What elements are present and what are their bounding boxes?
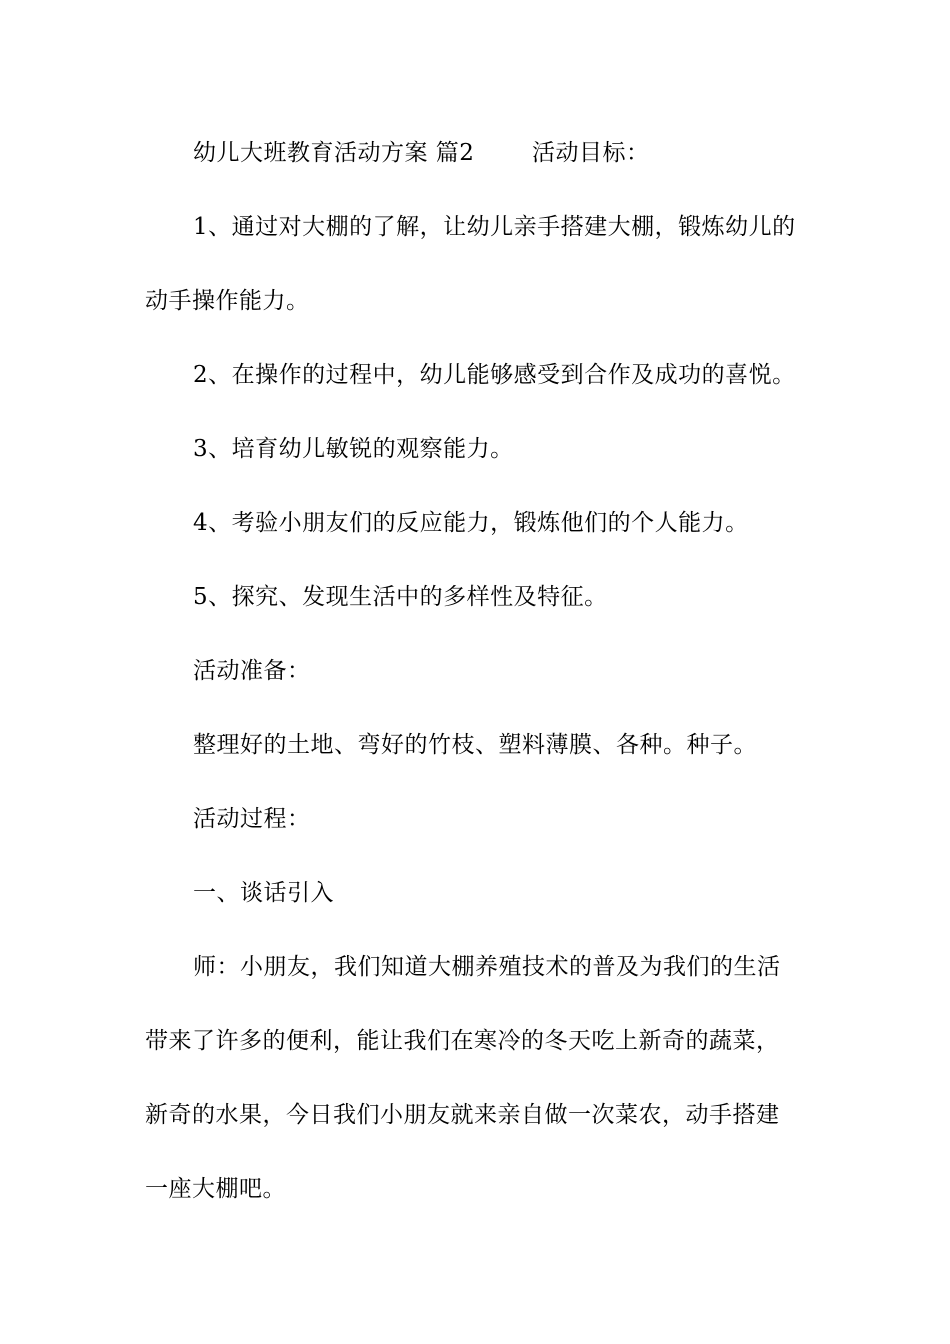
goal-item-1: 1、通过对大棚的了解，让幼儿亲手搭建大棚，锻炼幼儿的 (193, 214, 796, 240)
paragraph-line: 带来了许多的便利，能让我们在寒冷的冬天吃上新奇的蔬菜， (145, 1028, 780, 1054)
process-heading: 活动过程： (193, 806, 311, 832)
goal-item-5: 5、探究、发现生活中的多样性及特征。 (193, 584, 608, 610)
section-heading: 一、谈话引入 (193, 880, 334, 906)
document-title: 幼儿大班教育活动方案 篇2 (193, 140, 475, 166)
goal-heading: 活动目标： (532, 140, 650, 166)
prep-text: 整理好的土地、弯好的竹枝、塑料薄膜、各种。种子。 (193, 732, 757, 758)
paragraph-line: 师：小朋友，我们知道大棚养殖技术的普及为我们的生活 (193, 954, 781, 980)
paragraph-line: 一座大棚吧。 (145, 1176, 286, 1202)
goal-item-4: 4、考验小朋友们的反应能力，锻炼他们的个人能力。 (193, 510, 749, 536)
goal-item-1-continued: 动手操作能力。 (145, 288, 310, 314)
prep-heading: 活动准备： (193, 658, 311, 684)
goal-item-3: 3、培育幼儿敏锐的观察能力。 (193, 436, 514, 462)
paragraph-line: 新奇的水果，今日我们小朋友就来亲自做一次菜农，动手搭建 (145, 1102, 780, 1128)
goal-item-2: 2、在操作的过程中，幼儿能够感受到合作及成功的喜悦。 (193, 362, 796, 388)
